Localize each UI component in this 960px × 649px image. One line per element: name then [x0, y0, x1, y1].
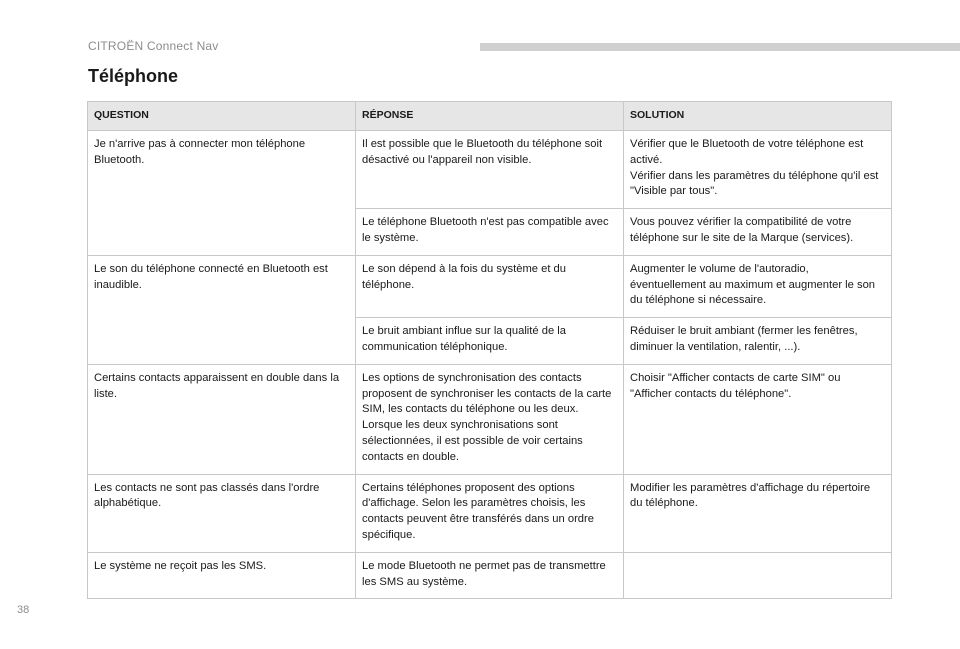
- table-row: [88, 364, 892, 474]
- column-header-response: RÉPONSE: [356, 102, 624, 131]
- table-header-row: [88, 102, 892, 131]
- response-cell: Certains téléphones proposent des options d'affichage. Selon les paramètres choisis, les contacts peuvent être transférés dans un ordre spécifique.: [356, 474, 624, 552]
- table-row: [88, 131, 892, 209]
- page-number: 38: [17, 604, 30, 616]
- header-bar: [480, 43, 960, 51]
- solution-cell: [624, 552, 892, 599]
- table-row: [88, 552, 892, 599]
- column-header-question: QUESTION: [88, 102, 356, 131]
- page-title: Téléphone: [88, 66, 179, 86]
- question-cell: Le son du téléphone connecté en Bluetooth est inaudible.: [88, 255, 356, 364]
- response-cell: Il est possible que le Bluetooth du téléphone soit désactivé ou l'appareil non visible.: [356, 131, 624, 209]
- response-cell: Le téléphone Bluetooth n'est pas compatible avec le système.: [356, 209, 624, 256]
- solution-cell: Choisir "Afficher contacts de carte SIM" ou "Afficher contacts du téléphone".: [624, 364, 892, 474]
- solution-cell: Modifier les paramètres d'affichage du répertoire du téléphone.: [624, 474, 892, 552]
- solution-cell: Augmenter le volume de l'autoradio, éventuellement au maximum et augmenter le son du téléphone si nécessaire.: [624, 255, 892, 317]
- question-cell: Le système ne reçoit pas les SMS.: [88, 552, 356, 599]
- faq-table: [87, 101, 892, 599]
- solution-cell: Réduiser le bruit ambiant (fermer les fenêtres, diminuer la ventilation, ralentir, ...).: [624, 318, 892, 365]
- table-row: [88, 255, 892, 317]
- solution-cell: Vérifier que le Bluetooth de votre téléphone est activé. Vérifier dans les paramètres du téléphone qu'il est "Visible par tous".: [624, 131, 892, 209]
- question-cell: Les contacts ne sont pas classés dans l'ordre alphabétique.: [88, 474, 356, 552]
- table-body: [88, 131, 892, 599]
- question-cell: Certains contacts apparaissent en double dans la liste.: [88, 364, 356, 474]
- response-cell: Le bruit ambiant influe sur la qualité de la communication téléphonique.: [356, 318, 624, 365]
- response-cell: Le mode Bluetooth ne permet pas de transmettre les SMS au système.: [356, 552, 624, 599]
- solution-cell: Vous pouvez vérifier la compatibilité de votre téléphone sur le site de la Marque (services).: [624, 209, 892, 256]
- table-row: [88, 474, 892, 552]
- column-header-solution: SOLUTION: [624, 102, 892, 131]
- brand-header: CITROËN Connect Nav: [88, 39, 219, 53]
- response-cell: Les options de synchronisation des contacts proposent de synchroniser les contacts de la carte SIM, les contacts du téléphone ou les deux. Lorsque les deux synchronisations sont sélectionnées, il est possible de voir certains contacts en double.: [356, 364, 624, 474]
- question-cell: Je n'arrive pas à connecter mon téléphone Bluetooth.: [88, 131, 356, 256]
- response-cell: Le son dépend à la fois du système et du téléphone.: [356, 255, 624, 317]
